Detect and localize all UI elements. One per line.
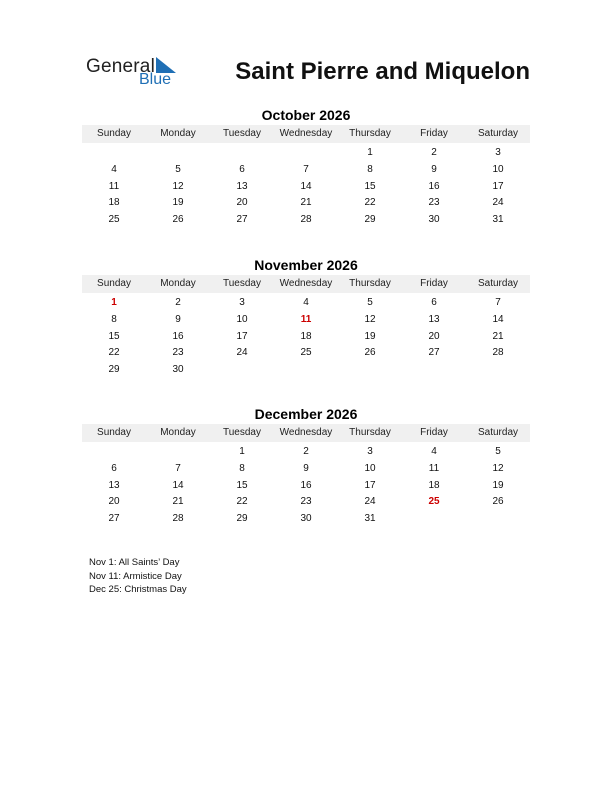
day-cell: 4	[431, 446, 437, 457]
day-cell: 27	[236, 214, 248, 226]
weekday-label: Friday	[420, 128, 448, 139]
day-cell: 24	[492, 197, 504, 209]
day-cell: 28	[492, 347, 504, 359]
day-cell: 12	[364, 313, 376, 325]
weekday-label: Tuesday	[223, 128, 261, 139]
week-row	[82, 195, 530, 212]
day-cell: 7	[495, 297, 501, 308]
weekday-label: Sunday	[97, 278, 131, 289]
day-cell	[274, 145, 338, 162]
day-cell: 6	[111, 462, 117, 474]
weekday-header	[82, 424, 530, 442]
page-title: Saint Pierre and Miquelon	[235, 58, 530, 85]
week-row	[82, 179, 530, 196]
day-cell	[402, 511, 466, 528]
day-cell: 10	[364, 462, 376, 474]
month-weeks	[82, 143, 530, 229]
day-cell: 28	[300, 214, 312, 226]
month-title: November 2026	[254, 257, 358, 273]
day-cell: 29	[364, 214, 376, 226]
day-cell: 20	[428, 330, 440, 342]
week-row	[82, 494, 530, 511]
day-cell: 26	[364, 347, 376, 359]
day-cell: 25	[108, 214, 120, 226]
day-cell	[210, 145, 274, 162]
weekday-label: Monday	[160, 427, 196, 438]
month-title: December 2026	[254, 406, 358, 422]
day-cell: 31	[492, 214, 504, 226]
day-cell	[338, 362, 402, 379]
week-row	[82, 478, 530, 495]
day-cell: 17	[364, 479, 376, 491]
day-cell: 16	[428, 180, 440, 192]
holiday-day-cell: 1	[111, 297, 117, 308]
holiday-day-cell: 25	[428, 496, 440, 508]
weekday-label: Sunday	[97, 128, 131, 139]
weekday-label: Monday	[160, 128, 196, 139]
day-cell	[146, 145, 210, 162]
logo-blue-text: Blue	[139, 71, 172, 88]
day-cell: 10	[492, 163, 504, 175]
day-cell: 30	[172, 364, 184, 376]
day-cell: 15	[236, 479, 248, 491]
week-row	[82, 362, 530, 379]
day-cell	[274, 362, 338, 379]
day-cell: 1	[367, 147, 373, 158]
holiday-list-item: Nov 11: Armistice Day	[89, 570, 182, 582]
day-cell: 5	[367, 297, 373, 308]
weekday-label: Sunday	[97, 427, 131, 438]
day-cell	[402, 362, 466, 379]
holiday-day-cell: 11	[300, 313, 312, 325]
day-cell	[466, 362, 530, 379]
day-cell: 10	[236, 313, 248, 325]
day-cell: 6	[239, 163, 245, 175]
day-cell: 16	[172, 330, 184, 342]
day-cell	[146, 444, 210, 461]
day-cell: 19	[172, 197, 184, 209]
day-cell	[466, 511, 530, 528]
logo	[86, 56, 196, 92]
week-row	[82, 329, 530, 346]
holiday-list-item: Nov 1: All Saints’ Day	[89, 557, 180, 568]
day-cell: 13	[108, 479, 120, 491]
day-cell: 8	[239, 462, 245, 474]
week-row	[82, 145, 530, 162]
week-row	[82, 511, 530, 528]
day-cell: 3	[239, 297, 245, 308]
day-cell: 24	[364, 496, 376, 508]
month-title: October 2026	[261, 107, 351, 123]
month-october	[82, 106, 530, 229]
weekday-label: Saturday	[477, 128, 519, 139]
day-cell: 30	[428, 214, 440, 226]
day-cell: 21	[492, 330, 504, 342]
weekday-label: Tuesday	[223, 278, 261, 289]
day-cell: 5	[175, 163, 181, 175]
day-cell: 17	[492, 180, 504, 192]
day-cell: 13	[428, 313, 440, 325]
day-cell: 22	[364, 197, 376, 209]
day-cell: 29	[108, 364, 120, 376]
day-cell: 22	[108, 347, 120, 359]
day-cell: 20	[236, 197, 248, 209]
week-row	[82, 345, 530, 362]
day-cell: 4	[111, 163, 117, 175]
day-cell: 27	[108, 513, 120, 525]
day-cell: 23	[428, 197, 440, 209]
day-cell: 1	[239, 446, 245, 457]
weekday-label: Thursday	[349, 427, 391, 438]
day-cell: 24	[236, 347, 248, 359]
day-cell: 17	[236, 330, 248, 342]
day-cell: 9	[303, 462, 309, 474]
weekday-label: Wednesday	[279, 128, 333, 139]
day-cell: 20	[108, 496, 120, 508]
day-cell: 26	[172, 214, 184, 226]
month-weeks	[82, 442, 530, 528]
day-cell: 18	[428, 479, 440, 491]
day-cell: 27	[428, 347, 440, 359]
day-cell	[210, 362, 274, 379]
day-cell: 14	[492, 313, 504, 325]
day-cell: 21	[300, 197, 312, 209]
weekday-label: Thursday	[349, 128, 391, 139]
day-cell: 21	[172, 496, 184, 508]
weekday-label: Tuesday	[223, 427, 261, 438]
weekday-label: Monday	[160, 278, 196, 289]
day-cell: 11	[108, 180, 120, 192]
day-cell: 12	[172, 180, 184, 192]
holiday-list	[89, 556, 187, 597]
day-cell: 2	[431, 147, 437, 158]
weekday-header	[82, 125, 530, 143]
day-cell: 23	[172, 347, 184, 359]
day-cell: 2	[175, 297, 181, 308]
day-cell: 9	[175, 313, 181, 325]
day-cell: 26	[492, 496, 504, 508]
day-cell: 14	[172, 479, 184, 491]
week-row	[82, 162, 530, 179]
day-cell: 19	[492, 479, 504, 491]
day-cell	[82, 145, 146, 162]
month-november	[82, 256, 530, 379]
week-row	[82, 444, 530, 461]
day-cell: 23	[300, 496, 312, 508]
day-cell: 13	[236, 180, 248, 192]
day-cell: 28	[172, 513, 184, 525]
week-row	[82, 312, 530, 329]
holiday-list-item: Dec 25: Christmas Day	[89, 584, 187, 595]
day-cell: 16	[300, 479, 312, 491]
day-cell: 4	[303, 297, 309, 308]
day-cell: 8	[111, 313, 117, 325]
weekday-label: Saturday	[477, 278, 519, 289]
weekday-label: Saturday	[477, 427, 519, 438]
day-cell: 12	[492, 462, 504, 474]
day-cell: 9	[431, 163, 437, 175]
day-cell: 8	[367, 163, 373, 175]
day-cell: 31	[364, 513, 376, 525]
day-cell: 6	[431, 297, 437, 308]
day-cell: 11	[428, 462, 440, 474]
day-cell	[82, 444, 146, 461]
weekday-label: Friday	[420, 278, 448, 289]
day-cell: 18	[108, 197, 120, 209]
logo-general-text: General	[86, 56, 155, 77]
weekday-label: Wednesday	[279, 278, 333, 289]
day-cell: 25	[300, 347, 312, 359]
day-cell: 3	[495, 147, 501, 158]
month-december	[82, 405, 530, 528]
day-cell: 7	[175, 462, 181, 474]
day-cell: 19	[364, 330, 376, 342]
day-cell: 15	[364, 180, 376, 192]
day-cell: 15	[108, 330, 120, 342]
day-cell: 7	[303, 163, 309, 175]
month-weeks	[82, 293, 530, 379]
weekday-label: Thursday	[349, 278, 391, 289]
day-cell: 5	[495, 446, 501, 457]
week-row	[82, 295, 530, 312]
day-cell: 22	[236, 496, 248, 508]
day-cell: 29	[236, 513, 248, 525]
week-row	[82, 461, 530, 478]
day-cell: 2	[303, 446, 309, 457]
weekday-label: Wednesday	[279, 427, 333, 438]
day-cell: 3	[367, 446, 373, 457]
day-cell: 30	[300, 513, 312, 525]
day-cell: 14	[300, 180, 312, 192]
weekday-header	[82, 275, 530, 293]
day-cell: 18	[300, 330, 312, 342]
weekday-label: Friday	[420, 427, 448, 438]
week-row	[82, 212, 530, 229]
